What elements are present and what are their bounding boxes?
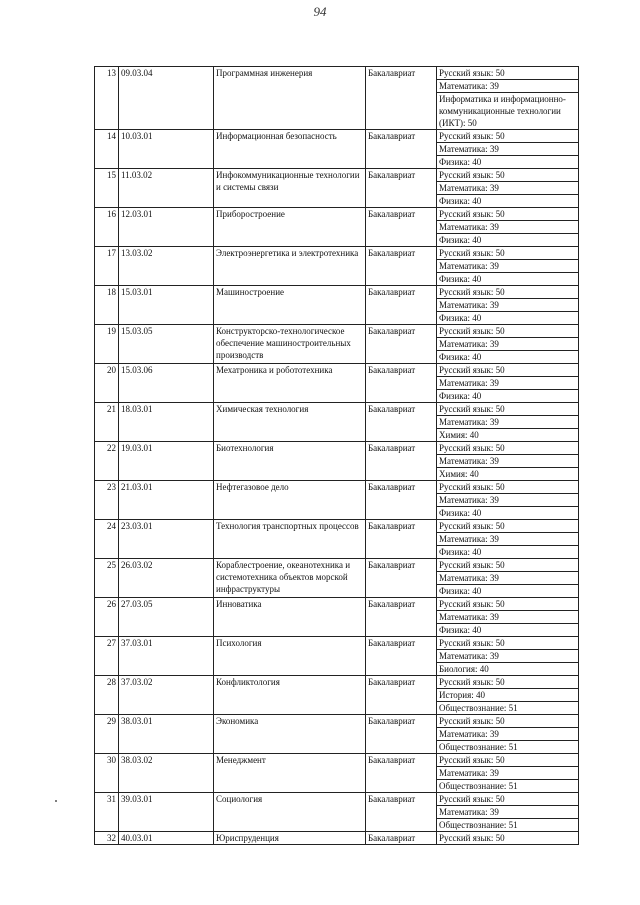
exam-requirement: Химия: 40 (437, 429, 579, 442)
program-name: Психология (214, 637, 366, 676)
exam-requirement: История: 40 (437, 689, 579, 702)
row-number: 25 (95, 559, 119, 598)
program-code: 11.03.02 (119, 169, 214, 208)
exam-requirement: Физика: 40 (437, 507, 579, 520)
page-number: 94 (313, 4, 327, 19)
row-number: 22 (95, 442, 119, 481)
education-level: Бакалавриат (366, 364, 437, 403)
program-name: Биотехнология (214, 442, 366, 481)
exam-requirement: Математика: 39 (437, 806, 579, 819)
program-name: Технология транспортных процессов (214, 520, 366, 559)
exam-requirement: Русский язык: 50 (437, 169, 579, 182)
exam-requirement: Физика: 40 (437, 390, 579, 403)
exam-requirement: Русский язык: 50 (437, 832, 579, 845)
row-number: 21 (95, 403, 119, 442)
education-level: Бакалавриат (366, 403, 437, 442)
table-row (95, 325, 579, 338)
table-row (95, 169, 579, 182)
program-code: 12.03.01 (119, 208, 214, 247)
education-level: Бакалавриат (366, 715, 437, 754)
exam-requirement: Физика: 40 (437, 273, 579, 286)
program-name: Кораблестроение, океанотехника и системотехника объектов морской инфраструктуры (214, 559, 366, 598)
table-row (95, 793, 579, 806)
exam-requirement: Математика: 39 (437, 221, 579, 234)
education-level: Бакалавриат (366, 169, 437, 208)
exam-requirement: Русский язык: 50 (437, 247, 579, 260)
exam-requirement: Математика: 39 (437, 455, 579, 468)
education-level: Бакалавриат (366, 67, 437, 130)
exam-requirement: Обществознание: 51 (437, 702, 579, 715)
program-name: Нефтегазовое дело (214, 481, 366, 520)
program-code: 40.03.01 (119, 832, 214, 845)
table-body (95, 67, 579, 845)
education-level: Бакалавриат (366, 520, 437, 559)
program-name: Химическая технология (214, 403, 366, 442)
exam-requirement: Информатика и информационно-коммуникационные технологии (ИКТ): 50 (437, 93, 579, 130)
table-row (95, 403, 579, 416)
row-number: 24 (95, 520, 119, 559)
exam-requirement: Русский язык: 50 (437, 598, 579, 611)
row-number: 26 (95, 598, 119, 637)
exam-requirement: Физика: 40 (437, 585, 579, 598)
exam-requirement: Математика: 39 (437, 767, 579, 780)
exam-requirement: Обществознание: 51 (437, 741, 579, 754)
exam-requirement: Биология: 40 (437, 663, 579, 676)
education-level: Бакалавриат (366, 637, 437, 676)
scan-mark (55, 800, 57, 802)
row-number: 32 (95, 832, 119, 845)
education-level: Бакалавриат (366, 325, 437, 364)
exam-requirement: Математика: 39 (437, 80, 579, 93)
exam-requirement: Математика: 39 (437, 494, 579, 507)
exam-requirement: Физика: 40 (437, 546, 579, 559)
program-name: Инноватика (214, 598, 366, 637)
program-code: 38.03.02 (119, 754, 214, 793)
education-level: Бакалавриат (366, 286, 437, 325)
education-level: Бакалавриат (366, 676, 437, 715)
exam-requirement: Русский язык: 50 (437, 754, 579, 767)
education-level: Бакалавриат (366, 481, 437, 520)
program-name: Менеджмент (214, 754, 366, 793)
education-level: Бакалавриат (366, 130, 437, 169)
exam-requirement: Русский язык: 50 (437, 325, 579, 338)
exam-requirement: Русский язык: 50 (437, 520, 579, 533)
table-row (95, 832, 579, 845)
table-row (95, 286, 579, 299)
program-code: 39.03.01 (119, 793, 214, 832)
row-number: 29 (95, 715, 119, 754)
exam-requirement: Математика: 39 (437, 143, 579, 156)
exam-requirement: Физика: 40 (437, 351, 579, 364)
exam-requirement: Русский язык: 50 (437, 208, 579, 221)
table-row (95, 130, 579, 143)
exam-requirement: Математика: 39 (437, 416, 579, 429)
exam-requirement: Русский язык: 50 (437, 67, 579, 80)
education-level: Бакалавриат (366, 754, 437, 793)
table-row (95, 598, 579, 611)
exam-requirement: Физика: 40 (437, 195, 579, 208)
education-level: Бакалавриат (366, 598, 437, 637)
exam-requirement: Русский язык: 50 (437, 403, 579, 416)
row-number: 27 (95, 637, 119, 676)
exam-requirement: Химия: 40 (437, 468, 579, 481)
admission-requirements-table (94, 66, 579, 845)
education-level: Бакалавриат (366, 559, 437, 598)
program-code: 21.03.01 (119, 481, 214, 520)
program-name: Электроэнергетика и электротехника (214, 247, 366, 286)
program-name: Социология (214, 793, 366, 832)
table-row (95, 754, 579, 767)
exam-requirement: Математика: 39 (437, 377, 579, 390)
table-row (95, 442, 579, 455)
row-number: 28 (95, 676, 119, 715)
exam-requirement: Русский язык: 50 (437, 364, 579, 377)
table-row (95, 637, 579, 650)
exam-requirement: Физика: 40 (437, 234, 579, 247)
table-row (95, 715, 579, 728)
exam-requirement: Математика: 39 (437, 182, 579, 195)
exam-requirement: Обществознание: 51 (437, 780, 579, 793)
exam-requirement: Математика: 39 (437, 533, 579, 546)
exam-requirement: Русский язык: 50 (437, 676, 579, 689)
program-name: Программная инженерия (214, 67, 366, 130)
program-code: 10.03.01 (119, 130, 214, 169)
program-code: 38.03.01 (119, 715, 214, 754)
row-number: 30 (95, 754, 119, 793)
exam-requirement: Математика: 39 (437, 299, 579, 312)
row-number: 20 (95, 364, 119, 403)
exam-requirement: Математика: 39 (437, 572, 579, 585)
table-row (95, 676, 579, 689)
program-name: Информационная безопасность (214, 130, 366, 169)
education-level: Бакалавриат (366, 832, 437, 845)
exam-requirement: Русский язык: 50 (437, 715, 579, 728)
education-level: Бакалавриат (366, 793, 437, 832)
program-name: Мехатроника и робототехника (214, 364, 366, 403)
row-number: 17 (95, 247, 119, 286)
education-level: Бакалавриат (366, 208, 437, 247)
row-number: 14 (95, 130, 119, 169)
program-code: 15.03.05 (119, 325, 214, 364)
exam-requirement: Математика: 39 (437, 611, 579, 624)
program-code: 26.03.02 (119, 559, 214, 598)
program-name: Конструкторско-технологическое обеспечение машиностроительных производств (214, 325, 366, 364)
exam-requirement: Русский язык: 50 (437, 637, 579, 650)
program-code: 15.03.01 (119, 286, 214, 325)
exam-requirement: Русский язык: 50 (437, 793, 579, 806)
program-code: 19.03.01 (119, 442, 214, 481)
education-level: Бакалавриат (366, 247, 437, 286)
exam-requirement: Русский язык: 50 (437, 442, 579, 455)
table-row (95, 520, 579, 533)
exam-requirement: Русский язык: 50 (437, 286, 579, 299)
program-name: Юриспруденция (214, 832, 366, 845)
exam-requirement: Русский язык: 50 (437, 130, 579, 143)
row-number: 16 (95, 208, 119, 247)
row-number: 18 (95, 286, 119, 325)
program-code: 18.03.01 (119, 403, 214, 442)
row-number: 23 (95, 481, 119, 520)
program-name: Машиностроение (214, 286, 366, 325)
program-code: 13.03.02 (119, 247, 214, 286)
exam-requirement: Обществознание: 51 (437, 819, 579, 832)
exam-requirement: Физика: 40 (437, 624, 579, 637)
table-row (95, 208, 579, 221)
exam-requirement: Математика: 39 (437, 650, 579, 663)
education-level: Бакалавриат (366, 442, 437, 481)
table-row (95, 559, 579, 572)
exam-requirement: Русский язык: 50 (437, 481, 579, 494)
table-row (95, 481, 579, 494)
program-code: 37.03.02 (119, 676, 214, 715)
table-row (95, 247, 579, 260)
program-code: 27.03.05 (119, 598, 214, 637)
program-name: Приборостроение (214, 208, 366, 247)
exam-requirement: Физика: 40 (437, 156, 579, 169)
program-code: 37.03.01 (119, 637, 214, 676)
table-row (95, 67, 579, 80)
program-name: Конфликтология (214, 676, 366, 715)
table-row (95, 364, 579, 377)
exam-requirement: Математика: 39 (437, 260, 579, 273)
program-code: 15.03.06 (119, 364, 214, 403)
row-number: 19 (95, 325, 119, 364)
exam-requirement: Русский язык: 50 (437, 559, 579, 572)
program-code: 09.03.04 (119, 67, 214, 130)
program-name: Экономика (214, 715, 366, 754)
row-number: 13 (95, 67, 119, 130)
exam-requirement: Математика: 39 (437, 338, 579, 351)
exam-requirement: Математика: 39 (437, 728, 579, 741)
program-code: 23.03.01 (119, 520, 214, 559)
exam-requirement: Физика: 40 (437, 312, 579, 325)
row-number: 15 (95, 169, 119, 208)
program-name: Инфокоммуникационные технологии и системы связи (214, 169, 366, 208)
row-number: 31 (95, 793, 119, 832)
